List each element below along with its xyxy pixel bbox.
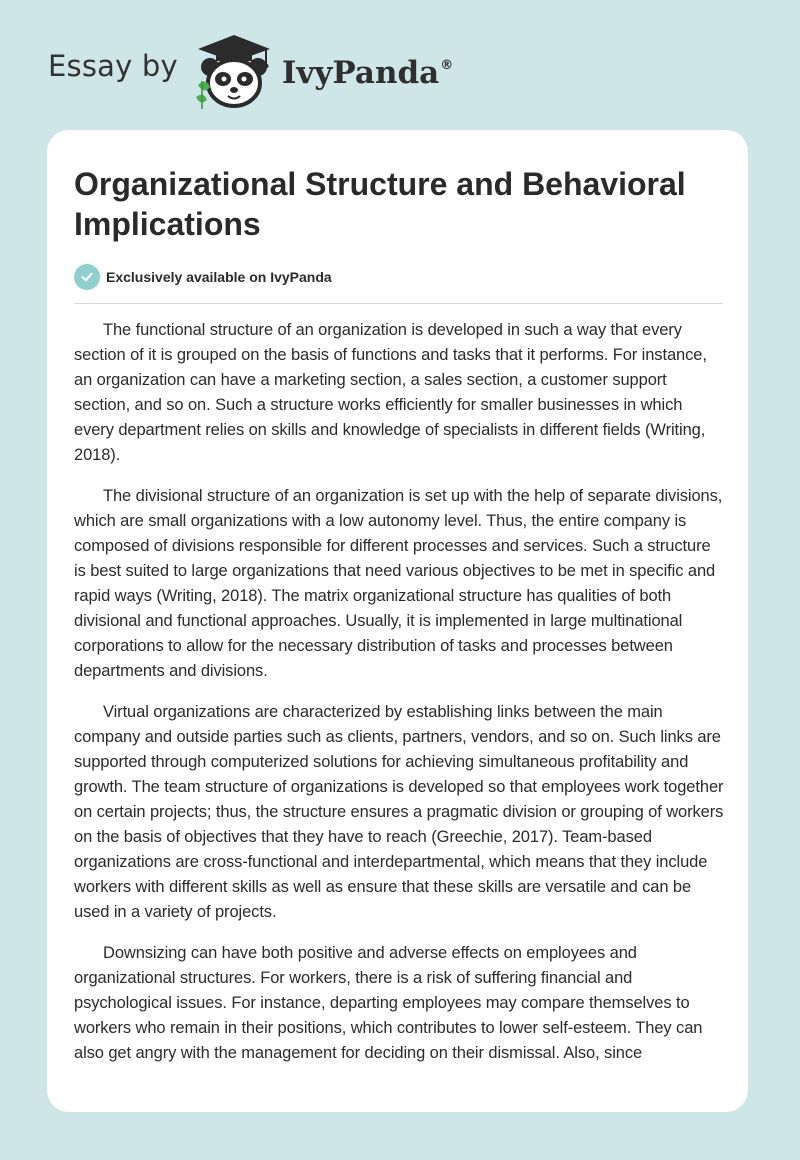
article-title: Organizational Structure and Behavioral Implications — [74, 166, 686, 242]
article-card — [47, 130, 748, 1112]
panda-logo-icon[interactable] — [188, 29, 280, 111]
brand-text: IvyPanda — [281, 55, 440, 91]
paragraph: Downsizing can have both positive and adverse effects on employees and organizational structures. For workers, there is a risk of suffering financial and psychological issues. For instance, departing employees may compare themselves to workers who remain in their positions, which contributes to lower self-esteem. They can also get angry with the management for deciding on their dismissal. Also, since — [74, 944, 703, 1062]
paragraph: The divisional structure of an organization is set up with the help of separate divisions, which are small organizations with a low autonomy level. Thus, the entire company is composed of divisions responsible for different processes and services. Such a structure is best suited to large organizations that need various objectives to be met in specific and rapid ways (Writing, 2018). The matrix organizational structure has qualities of both divisional and functional approaches. Usually, it is implemented in large multinational corporations to allow for the necessary distribution of tasks and processes between departments and divisions. — [74, 487, 723, 680]
divider — [74, 303, 723, 304]
exclusive-badge-label: Exclusively available on IvyPanda — [106, 269, 332, 285]
paragraph: Virtual organizations are characterized by establishing links between the main company and outside parties such as clients, partners, vendors, and so on. Such links are supported through computerized solutions for achieving simultaneous profitability and growth. The team structure of organizations is developed so that employees work together on certain projects; thus, the structure ensures a pragmatic division or grouping of workers on the basis of objectives that they have to reach (Greechie, 2017). Team-based organizations are cross-functional and interdepartmental, which means that they include workers with different skills as well as ensure that these skills are versatile and can be used in a variety of projects. — [74, 703, 724, 921]
essay-by-label: Essay by — [48, 49, 178, 83]
exclusive-badge — [74, 264, 332, 290]
site-header — [48, 30, 748, 110]
brand-name[interactable] — [282, 55, 453, 91]
article-body — [74, 318, 726, 1082]
check-icon — [74, 264, 100, 290]
registered-mark: ® — [440, 58, 454, 73]
paragraph: The functional structure of an organization is developed in such a way that every section of it is grouped on the basis of functions and tasks that it performs. For instance, an organization can have a marketing section, a sales section, a customer support section, and so on. Such a structure works efficiently for smaller businesses in which every department relies on skills and knowledge of specialists in different fields (Writing, 2018). — [74, 321, 707, 464]
